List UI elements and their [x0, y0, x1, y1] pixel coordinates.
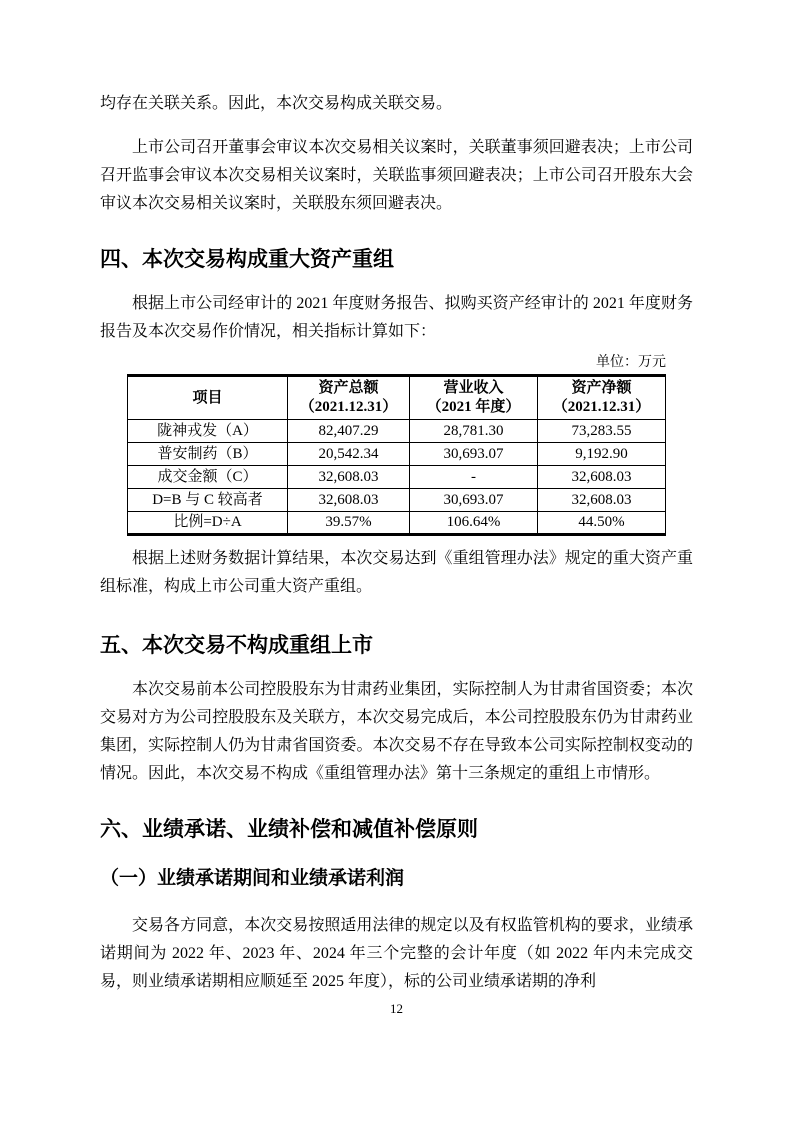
table-cell: 30,693.07: [410, 489, 538, 512]
table-row: [128, 443, 666, 466]
table-cell: 比例=D÷A: [128, 512, 288, 535]
table-header-cell-net-assets: [538, 376, 666, 420]
page-number: 12: [390, 1001, 403, 1016]
table-row: [128, 512, 666, 535]
table-row: [128, 489, 666, 512]
section-4-intro-paragraph: 根据上市公司经审计的 2021 年度财务报告、拟购买资产经审计的 2021 年度财务报告及本次交易作价情况，相关指标计算如下：: [100, 295, 693, 340]
table-header-title: 项目: [192, 389, 223, 406]
table-cell: 39.57%: [288, 512, 410, 535]
table-cell: 32,608.03: [288, 489, 410, 512]
table-cell: 陇神戎发（A）: [128, 420, 288, 443]
table-cell: 32,608.03: [538, 466, 666, 489]
paragraph-continuation: 均存在关联关系。因此，本次交易构成关联交易。: [100, 95, 453, 112]
table-header-title: 资产净额: [571, 380, 632, 396]
table-cell: 73,283.55: [538, 420, 666, 443]
table-cell: 28,781.30: [410, 420, 538, 443]
table-header-cell-item: [128, 376, 288, 420]
table-header-sub: （2021.12.31）: [552, 399, 651, 415]
table-header-row: [128, 376, 666, 420]
table-cell: 9,192.90: [538, 443, 666, 466]
table-body: [128, 420, 666, 535]
table-header-title: 资产总额: [318, 380, 379, 396]
section-6-sub1-heading: （一）业绩承诺期间和业绩承诺利润: [100, 868, 405, 889]
section-4-conclusion-paragraph: 根据上述财务数据计算结果，本次交易达到《重组管理办法》规定的重大资产重组标准，构成上市公司重大资产重组。: [100, 550, 693, 595]
table-cell: -: [410, 466, 538, 489]
table-cell: 32,608.03: [288, 466, 410, 489]
table-cell: D=B 与 C 较高者: [128, 489, 288, 512]
table-cell: 106.64%: [410, 512, 538, 535]
table-unit-note: 单位：万元: [596, 355, 666, 370]
table-cell: 30,693.07: [410, 443, 538, 466]
restructuring-indicator-table: [127, 374, 666, 536]
section-5-heading: 五、本次交易不构成重组上市: [100, 634, 373, 657]
table-header-title: 营业收入: [443, 380, 504, 396]
section-6-sub1-body-paragraph: 交易各方同意，本次交易按照适用法律的规定以及有权监管机构的要求，业绩承诺期间为 2022 年、2023 年、2024 年三个完整的会计年度（如 2022 年内未完成交易，则业绩承诺期相应顺延至 2025 年度），标的公司业绩承诺期的净利: [100, 917, 693, 990]
table-cell: 82,407.29: [288, 420, 410, 443]
table-cell: 20,542.34: [288, 443, 410, 466]
table-row: [128, 420, 666, 443]
section-6-heading: 六、业绩承诺、业绩补偿和减值补偿原则: [100, 818, 478, 841]
table-header-sub: （2021 年度）: [426, 399, 521, 415]
table-header-cell-revenue: [410, 376, 538, 420]
table-cell: 44.50%: [538, 512, 666, 535]
table-header-sub: （2021.12.31）: [299, 399, 398, 415]
table-cell: 32,608.03: [538, 489, 666, 512]
section-4-heading: 四、本次交易构成重大资产重组: [100, 248, 394, 271]
table-row: [128, 466, 666, 489]
paragraph-voting-avoidance: 上市公司召开董事会审议本次交易相关议案时，关联董事须回避表决；上市公司召开监事会审议本次交易相关议案时，关联监事须回避表决；上市公司召开股东大会审议本次交易相关议案时，关联股东须回避表决。: [100, 139, 693, 212]
table-cell: 成交金额（C）: [128, 466, 288, 489]
table-cell: 普安制药（B）: [128, 443, 288, 466]
table-header-cell-total-assets: [288, 376, 410, 420]
section-5-body-paragraph: 本次交易前本公司控股股东为甘肃药业集团，实际控制人为甘肃省国资委；本次交易对方为公司控股股东及关联方，本次交易完成后，本公司控股股东仍为甘肃药业集团，实际控制人仍为甘肃省国资委。本次交易不存在导致本公司实际控制权变动的情况。因此，本次交易不构成《重组管理办法》第十三条规定的重组上市情形。: [100, 681, 693, 782]
